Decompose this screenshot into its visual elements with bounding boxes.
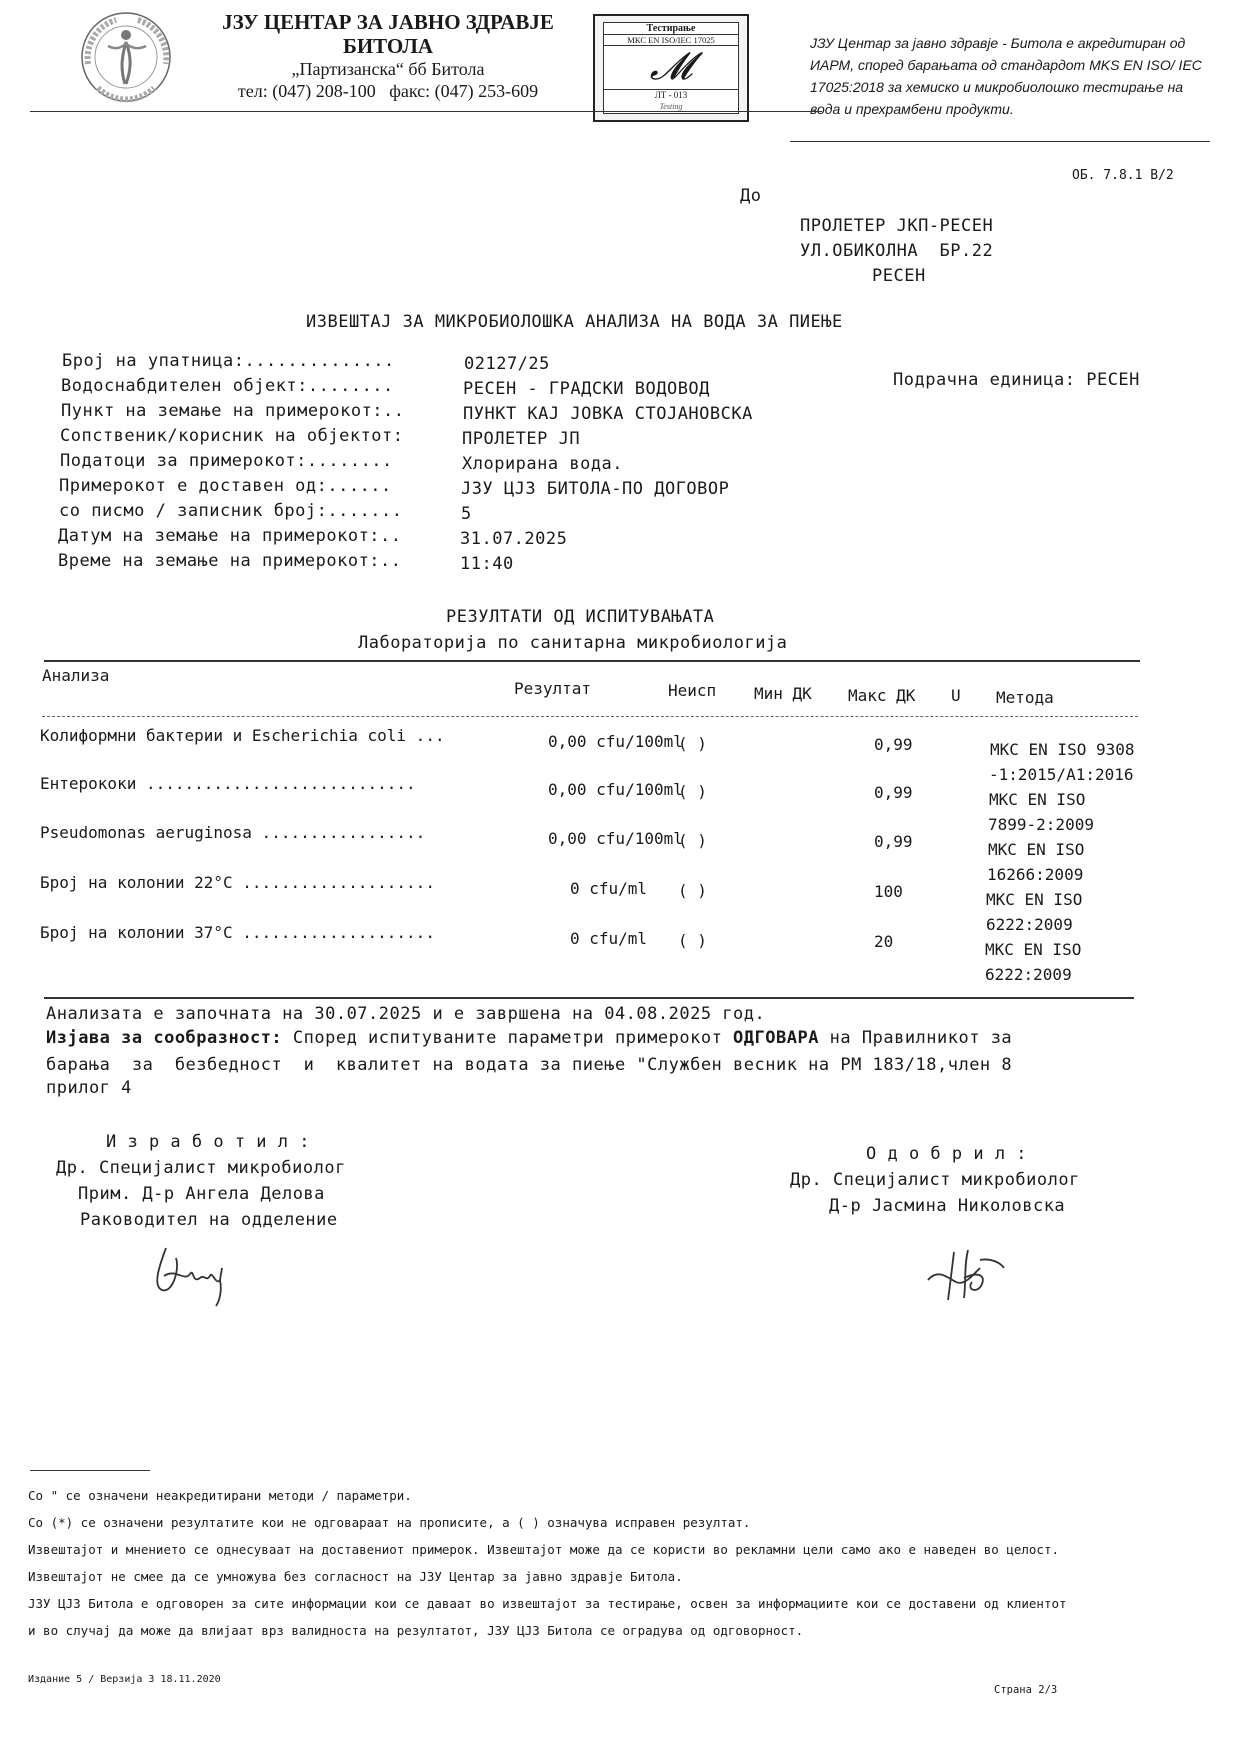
row-result: 0,00 cfu/100ml [548,732,683,751]
field-label: Сопственик/корисник на објектот: [60,426,404,446]
accreditation-stamp [593,14,749,122]
institution-address: „Партизанска“ бб Битола тел: (047) 208-100 факс: (047) 253-609 [237,59,539,101]
row-result: 0,00 cfu/100ml [548,829,683,848]
row-result: 0,00 cfu/100ml [548,780,683,799]
row-result: 0 cfu/ml [570,929,648,948]
method-line: 6222:2009 [986,915,1073,934]
row-max-limit: 20 [874,932,894,951]
form-code: ОБ. 7.8.1 В/2 [1072,168,1174,183]
results-lab: Лабораторија по санитарна микробиологија [358,633,788,653]
field-value: 31.07.2025 [460,529,568,549]
conformity-text-before: Според испитуваните параметри примерокот [282,1028,734,1048]
method-line: 6222:2009 [985,965,1072,984]
table-header-rule [42,716,1138,717]
header-divider-left [30,111,822,112]
footnote-line: Со " се означени неакредитирани методи / параметри. [28,1488,412,1503]
recipient-line3: РЕСЕН [872,266,926,286]
prepared-title: Др. Специјалист микробиолог [56,1158,346,1178]
approved-name: Д-р Јасмина Николовска [829,1196,1066,1216]
field-value: 02127/25 [464,354,550,374]
field-label: Време на земање на примерокот:.. [58,551,402,571]
row-analysis: Број на колонии 37°C .................... [40,923,435,942]
field-label: Број на упатница:.............. [62,351,395,371]
field-value: Хлорирана вода. [462,454,624,474]
method-line: МКС EN ISO 9308 [990,740,1135,759]
field-label: Примерокот е доставен од:...... [59,476,392,496]
method-line: -1:2015/A1:2016 [989,765,1134,784]
conformity-text-after: на Правилникот за [818,1028,1013,1048]
stamp-standard: МКС EN ISO/IEC 17025 [604,34,738,46]
conformity-label: Изјава за сообразност: [46,1028,283,1048]
report-title: ИЗВЕШТАЈ ЗА МИКРОБИОЛОШКА АНАЛИЗА НА ВОДА ЗА ПИЕЊЕ [306,312,843,332]
method-line: МКС EN ISO [986,890,1083,909]
field-value: ПРОЛЕТЕР ЈП [462,429,581,449]
method-line: 7899-2:2009 [988,815,1094,834]
row-nonconformity: ( ) [678,734,707,753]
method-line: МКС EN ISO [985,940,1082,959]
recipient-line2: УЛ.ОБИКОЛНА БР.22 [800,241,994,261]
footnote-line: Со (*) се означени резултатите кои не одговараат на прописите, а ( ) означува исправен резултат. [28,1515,751,1530]
col-method: Метода [996,688,1054,707]
field-value: РЕСЕН - ГРАДСКИ ВОДОВОД [463,379,710,399]
row-analysis: Број на колонии 22°C .................... [40,873,435,892]
row-nonconformity: ( ) [678,831,707,850]
method-line: МКС EN ISO [989,790,1086,809]
row-max-limit: 0,99 [874,832,913,851]
field-value: ПУНКТ КАЈ ЈОВКА СТОЈАНОВСКА [463,404,753,424]
stamp-title: Тестирање [646,23,696,34]
field-value: 11:40 [460,554,514,574]
col-result: Резултат [514,679,592,698]
row-result: 0 cfu/ml [570,879,648,898]
header-divider-right [790,141,1210,142]
stamp-code: ЛТ - 013 [604,89,738,100]
footnote-line: и во случај да може да влијаат врз валидноста на резултатот, ЈЗУ ЦЈЗ Битола се оградува од одговорност. [28,1623,804,1638]
field-label: со писмо / записник број:....... [59,501,403,521]
conformity-line3: прилог 4 [46,1078,132,1098]
results-title: РЕЗУЛТАТИ ОД ИСПИТУВАЊАТА [446,607,715,627]
col-nonconf: Неисп [668,681,717,700]
footnote-rule [30,1470,150,1471]
table-bottom-rule [44,997,1134,999]
approved-label: О д о б р и л : [866,1144,1028,1164]
col-u: U [951,686,961,705]
method-line: МКС EN ISO [988,840,1085,859]
recipient-line1: ПРОЛЕТЕР ЈКП-РЕСЕН [800,216,994,236]
edition-info: Издание 5 / Верзија 3 18.11.2020 [28,1674,221,1685]
conformity-line2: барања за безбедност и квалитет на водата за пиење "Службен весник на РМ 183/18,член 8 [46,1055,1013,1075]
footnote-line: Извештајот и мнението се однесуваат на доставениот примерок. Извештајот може да се користи во рекламни цели само ако е наведен во целост. [28,1542,1060,1557]
conformity-verdict: ОДГОВАРА [733,1028,819,1048]
field-label: Податоци за примерокот:........ [60,451,393,471]
accreditation-statement: ЈЗУ Центар за јавно здравје - Битола е акредитиран од ИАРМ, според барањата од стандардот MKS EN ISO/ IEC 17025:2018 за хемиско и микробиолошко тестирање на вода и прехрамбени продукти. [810,35,1202,117]
row-max-limit: 100 [874,882,903,901]
prepared-label: И з р а б о т и л : [106,1132,310,1152]
institution-logo [62,8,190,106]
field-value: 5 [461,504,472,524]
recipient-to-label: До [740,186,762,206]
method-line: 16266:2009 [987,865,1084,884]
prepared-position: Раководител на одделение [80,1210,338,1230]
conformity-statement [46,1028,1012,1048]
approved-title: Др. Специјалист микробиолог [790,1170,1080,1190]
row-analysis: Ентерококи ............................ [40,774,416,793]
col-max: Макс ДК [848,686,916,705]
analysis-period: Анализата е започната на 30.07.2025 и е завршена на 04.08.2025 год. [46,1004,766,1024]
prepared-name: Прим. Д-р Ангела Делова [78,1184,325,1204]
signature-approved [920,1238,1020,1308]
stamp-mark: 𝓜 [649,46,693,88]
footnote-line: ЈЗУ ЦЈЗ Битола е одговорен за сите информации кои се даваат во извештајот за тестирање, освен за информациите кои се доставени од клиентот [28,1596,1067,1611]
row-nonconformity: ( ) [678,931,707,950]
col-analysis: Анализа [42,666,110,685]
field-label: Пункт на земање на примерокот:.. [61,401,405,421]
institution-name: ЈЗУ ЦЕНТАР ЗА ЈАВНО ЗДРАВЈЕ БИТОЛА [222,10,554,58]
page-number: Страна 2/3 [994,1684,1058,1696]
footnote-line: Извештајот не смее да се умножува без согласност на ЈЗУ Центар за јавно здравје Битола. [28,1569,683,1584]
field-label: Водоснабдителен објект:........ [61,376,394,396]
row-max-limit: 0,99 [874,783,913,802]
signature-prepared [146,1228,246,1308]
row-nonconformity: ( ) [678,782,707,801]
row-analysis: Pseudomonas aeruginosa ................. [40,823,426,842]
col-min: Мин ДК [754,684,812,703]
stamp-footer: Testing [659,102,683,111]
row-analysis: Колиформни бактерии и Escherichia coli ... [40,726,445,745]
field-label: Датум на земање на примерокот:.. [58,526,402,546]
table-top-rule [44,660,1140,662]
row-max-limit: 0,99 [874,735,913,754]
regional-unit: Подрачна единица: РЕСЕН [893,370,1140,390]
field-value: ЈЗУ ЦЈЗ БИТОЛА-ПО ДОГОВОР [461,479,730,499]
row-nonconformity: ( ) [678,881,707,900]
